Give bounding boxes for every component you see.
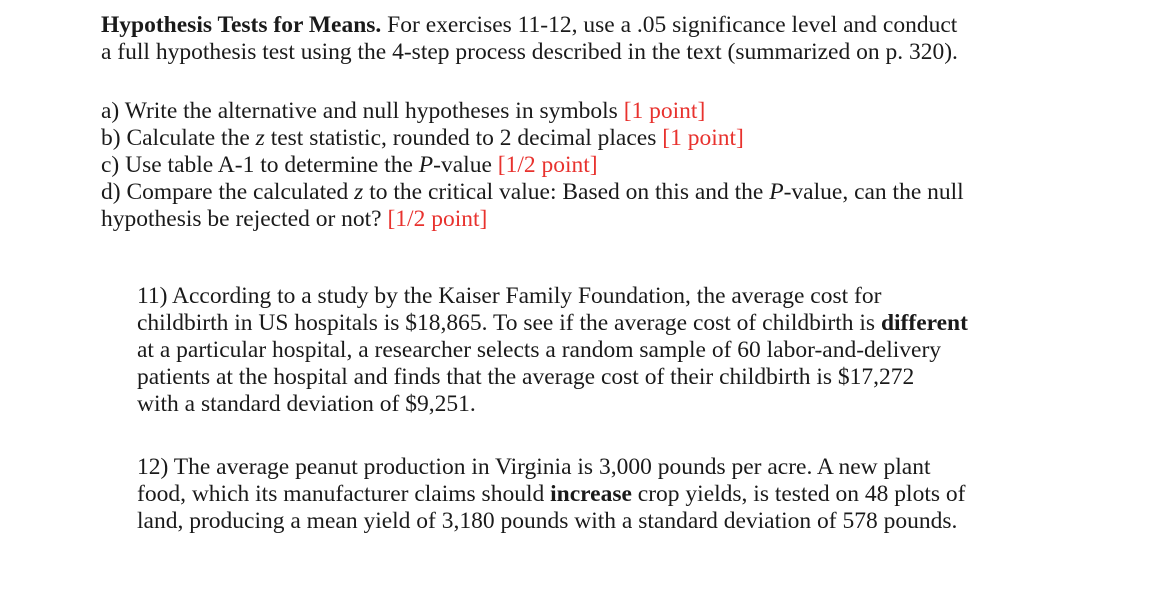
points-badge: [1 point] xyxy=(623,98,706,124)
points-badge: [1/2 point] xyxy=(497,152,598,178)
emphasis-different: different xyxy=(880,310,968,336)
step-c: c) Use table A-1 to determine the P-value [1/2 point] xyxy=(101,152,598,178)
exercise-12: 12) The average peanut production in Virginia is 3,000 pounds per acre. A new plant food, which its manufacturer claims should increase crop yields, is tested on 48 plots of land, producing a mean yield of 3,180 pounds with a standard deviation of 578 pounds. xyxy=(137,454,966,534)
step-d-line-1: d) Compare the calculated z to the critical value: Based on this and the P-value, can the null xyxy=(101,179,964,205)
intro-paragraph xyxy=(101,12,958,66)
step-a: a) Write the alternative and null hypotheses in symbols [1 point] xyxy=(101,98,706,124)
step-b: b) Calculate the z test statistic, rounded to 2 decimal places [1 point] xyxy=(101,125,744,151)
emphasis-increase: increase xyxy=(550,481,632,507)
intro-line-1: Hypothesis Tests for Means. For exercises 11-12, use a .05 significance level and conduct xyxy=(101,12,958,38)
intro-line-2: a full hypothesis test using the 4-step process described in the text (summarized on p. 320). xyxy=(101,39,958,65)
points-badge: [1/2 point] xyxy=(387,206,488,232)
step-list xyxy=(101,98,964,233)
exercise-11: 11) According to a study by the Kaiser Family Foundation, the average cost for childbirth in US hospitals is $18,865. To see if the average cost of childbirth is different at a particular hospital, a researcher selects a random sample of 60 labor-and-delivery patients at the hospital and finds that the average cost of their childbirth is $17,272 with a standard deviation of $9,251. xyxy=(137,283,968,417)
section-heading: Hypothesis Tests for Means. xyxy=(101,12,382,38)
points-badge: [1 point] xyxy=(662,125,744,151)
step-d-line-2: hypothesis be rejected or not? [1/2 point] xyxy=(101,206,488,232)
